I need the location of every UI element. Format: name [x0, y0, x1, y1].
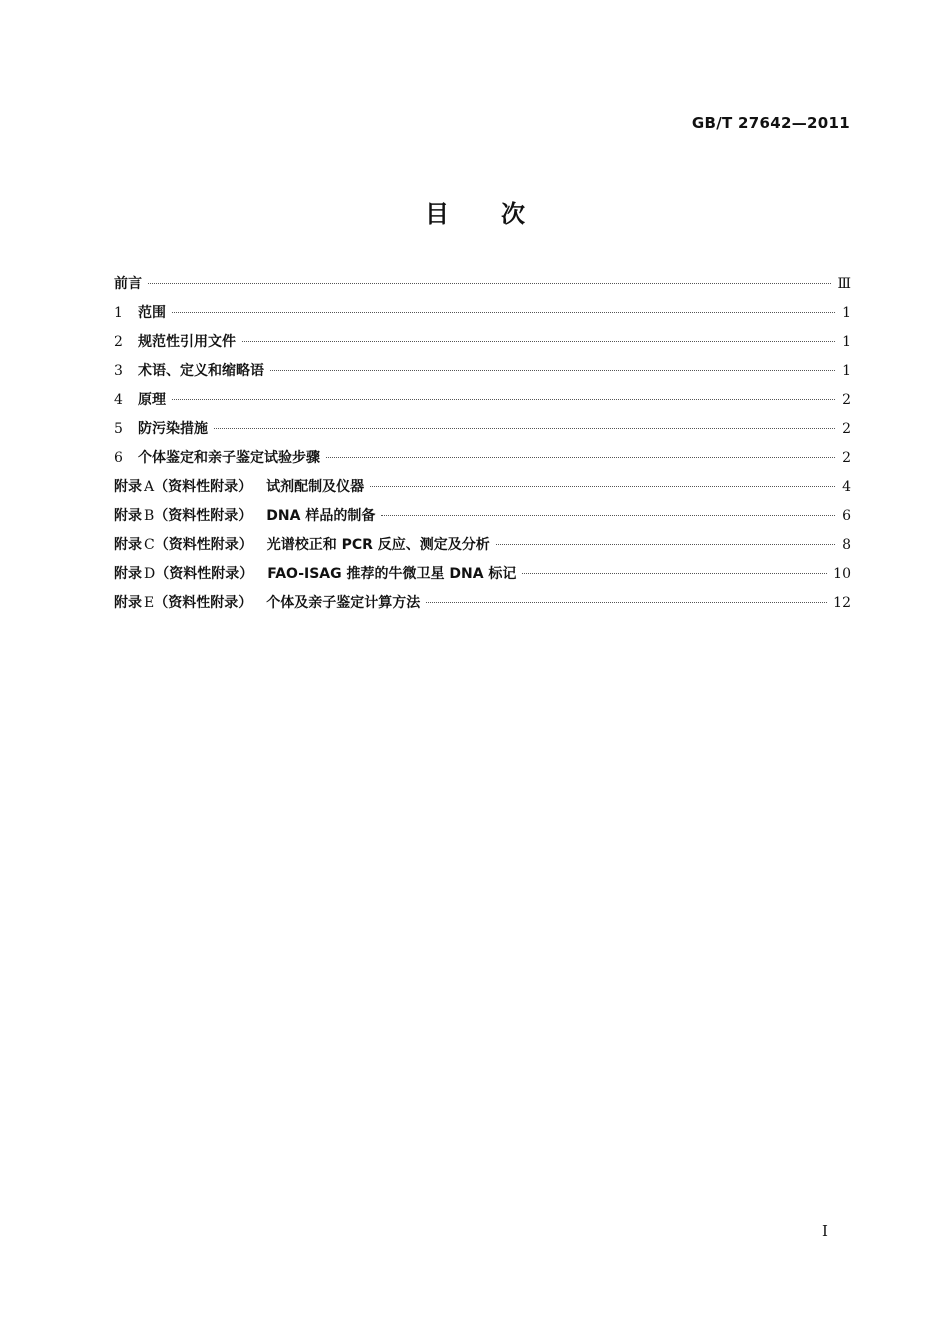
toc-entry-title: 范围 [138, 305, 166, 321]
toc-entry-title: 术语、定义和缩略语 [138, 363, 264, 379]
annex-prefix: 附录 [114, 508, 142, 524]
toc-annex-b[interactable] [114, 502, 851, 531]
toc-entry-1[interactable] [114, 299, 851, 328]
table-of-contents [114, 270, 851, 618]
annex-type: （资料性附录） [155, 566, 254, 582]
toc-entry-title: 个体及亲子鉴定计算方法 [266, 595, 421, 611]
dot-leader [370, 486, 835, 487]
toc-entry-title: 规范性引用文件 [138, 334, 236, 350]
toc-entry-title: 试剂配制及仪器 [266, 479, 365, 495]
dot-leader [148, 283, 831, 284]
toc-entry-title: 光谱校正和 PCR 反应、测定及分析 [266, 537, 490, 553]
toc-entry-page: 1 [842, 334, 851, 350]
toc-entry-page: 4 [842, 479, 851, 495]
toc-entry-4[interactable] [114, 386, 851, 415]
toc-entry-foreword[interactable] [114, 270, 851, 299]
toc-annex-e[interactable] [114, 589, 851, 618]
toc-entry-number: 5 [114, 421, 123, 437]
toc-entry-page: 10 [833, 566, 851, 582]
dot-leader [270, 370, 835, 371]
dot-leader [381, 515, 835, 516]
toc-annex-d[interactable] [114, 560, 851, 589]
toc-entry-title: DNA 样品的制备 [266, 508, 376, 524]
annex-prefix: 附录 [114, 479, 142, 495]
toc-entry-3[interactable] [114, 357, 851, 386]
toc-entry-page: 12 [833, 595, 851, 611]
dot-leader [522, 573, 827, 574]
toc-entry-number: 6 [114, 450, 123, 466]
toc-entry-page: 6 [842, 508, 851, 524]
annex-letter: D [144, 566, 156, 582]
annex-label [114, 560, 253, 589]
annex-label [114, 473, 252, 502]
page-title: 目次 [425, 200, 577, 228]
annex-type: （资料性附录） [154, 595, 253, 611]
toc-entry-page: Ⅲ [837, 276, 851, 292]
annex-label [114, 502, 252, 531]
annex-type: （资料性附录） [154, 479, 253, 495]
dot-leader [214, 428, 835, 429]
toc-entry-page: 8 [842, 537, 851, 553]
toc-entry-number: 4 [114, 392, 123, 408]
toc-entry-page: 1 [842, 305, 851, 321]
annex-type: （资料性附录） [154, 508, 253, 524]
annex-label [114, 589, 252, 618]
toc-entry-2[interactable] [114, 328, 851, 357]
toc-entry-title: 个体鉴定和亲子鉴定试验步骤 [138, 450, 320, 466]
page-number: I [822, 1222, 828, 1240]
dot-leader [496, 544, 835, 545]
annex-prefix: 附录 [114, 566, 142, 582]
dot-leader [172, 312, 835, 313]
dot-leader [426, 602, 827, 603]
annex-type: （资料性附录） [154, 537, 253, 553]
annex-letter: E [144, 595, 155, 611]
toc-annex-a[interactable] [114, 473, 851, 502]
annex-letter: B [144, 508, 155, 524]
toc-entry-number: 1 [114, 305, 123, 321]
toc-entry-title: FAO-ISAG 推荐的牛微卫星 DNA 标记 [267, 566, 517, 582]
toc-entry-page: 1 [842, 363, 851, 379]
dot-leader [172, 399, 835, 400]
annex-letter: C [144, 537, 155, 553]
toc-entry-number: 3 [114, 363, 123, 379]
annex-prefix: 附录 [114, 537, 142, 553]
toc-entry-6[interactable] [114, 444, 851, 473]
annex-prefix: 附录 [114, 595, 142, 611]
dot-leader [326, 457, 835, 458]
toc-entry-page: 2 [842, 421, 851, 437]
annex-letter: A [144, 479, 155, 495]
toc-annex-c[interactable] [114, 531, 851, 560]
toc-entry-title: 前言 [114, 276, 142, 292]
toc-entry-page: 2 [842, 392, 851, 408]
toc-entry-title: 防污染措施 [138, 421, 208, 437]
standard-number: GB/T 27642—2011 [691, 114, 850, 132]
annex-label [114, 531, 253, 560]
toc-entry-page: 2 [842, 450, 851, 466]
toc-entry-5[interactable] [114, 415, 851, 444]
toc-entry-number: 2 [114, 334, 123, 350]
dot-leader [242, 341, 835, 342]
toc-entry-title: 原理 [138, 392, 166, 408]
